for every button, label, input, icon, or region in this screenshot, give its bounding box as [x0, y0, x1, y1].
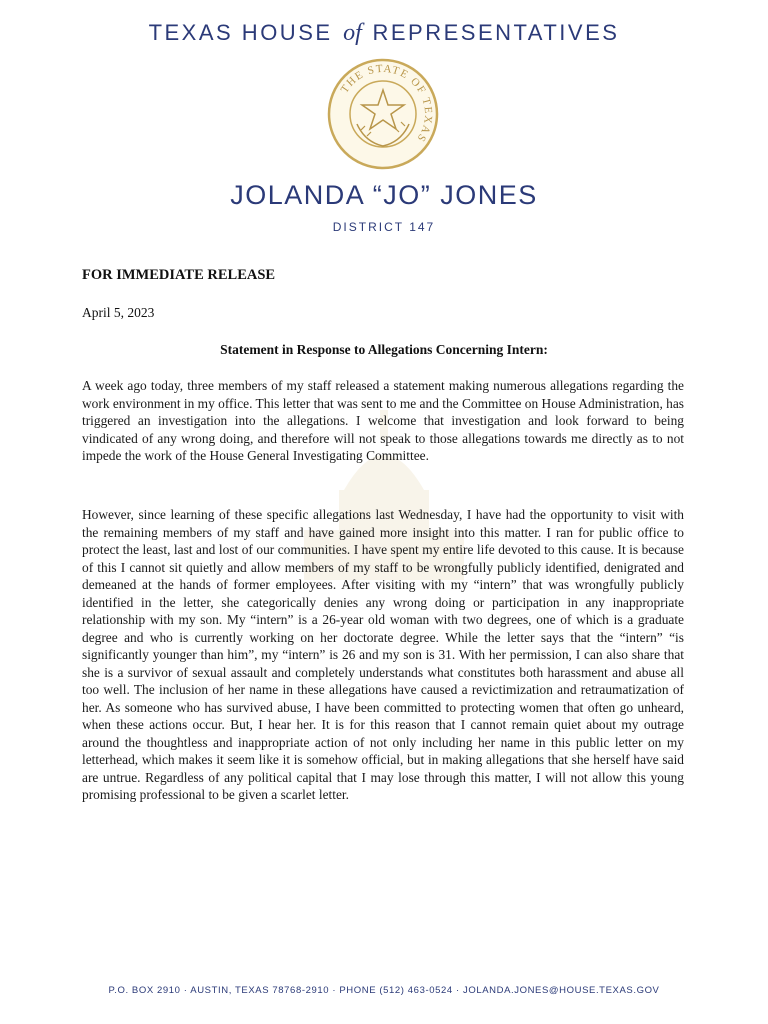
title-pre: TEXAS HOUSE	[148, 20, 333, 45]
district-label: DISTRICT 147	[332, 220, 436, 234]
texas-state-seal-icon	[327, 58, 439, 170]
svg-text:THE STATE OF TEXAS: THE STATE OF TEXAS	[338, 62, 435, 145]
letterhead-title	[0, 20, 768, 47]
representative-name: JOLANDA “JO” JONES	[230, 180, 538, 210]
footer-contact: P.O. BOX 2910 · AUSTIN, TEXAS 78768-2910 · PHONE (512) 463-0524 · JOLANDA.JONES@HOUSE.TEXAS.GOV	[108, 985, 660, 996]
statement-subject: Statement in Response to Allegations Concerning Intern:	[220, 342, 548, 357]
release-label: FOR IMMEDIATE RELEASE	[82, 267, 276, 283]
title-of: of	[343, 20, 362, 46]
title-post: REPRESENTATIVES	[372, 20, 620, 45]
release-date: April 5, 2023	[82, 305, 155, 320]
body-paragraph: However, since learning of these specific allegations last Wednesday, I have had the opportunity to visit with the remaining members of my staff and have gained more insight into this matter. I ran for public office to protect the least, last and lost of our communities. I have spent my entire life devoted to this cause. It is because of this I cannot sit quietly and allow members of my staff to be wrongfully publicly identified, denigrated and demeaned at the hands of former employees. After visiting with my “intern” that was wrongfully publicly identified in the letter, she categorically denies any wrong doing or participation in any inappropriate relationship with my son. My “intern” is a 26-year old woman with two degrees, one of which is a graduate degree and who is currently working on her doctorate degree. While the letter says that the “intern” “is significantly younger than him”, my “intern” is 26 and my son is 31. With her permission, I can also share that she is a survivor of sexual assault and completely understands what constitutes both harassment and abuse all too well. The inclusion of her name in these allegations have caused a revictimization and retraumatization of her. As someone who has survived abuse, I have been committed to protecting women that often go unheard, when these actions occur. But, I hear her. It is for this reason that I cannot remain quiet about my outrage around the thoughtless and inappropriate action of not only including her name in this public letter on my letterhead, which makes it seem like it is somehow official, but in making allegations that she herself have said are untrue. Regardless of any political capital that I may lose through this matter, I will not allow this young promising professional to be given a scarlet letter.	[82, 507, 684, 802]
body-paragraph: A week ago today, three members of my staff released a statement making numerous allegations regarding the work environment in my office. This letter that was sent to me and the Committee on House Administration, has triggered an investigation into the allegations. I welcome that investigation and look forward to being vindicated of any wrong doing, and therefore will not speak to those allegations towards me directly as to not impede the work of the House General Investigating Committee.	[82, 378, 684, 463]
